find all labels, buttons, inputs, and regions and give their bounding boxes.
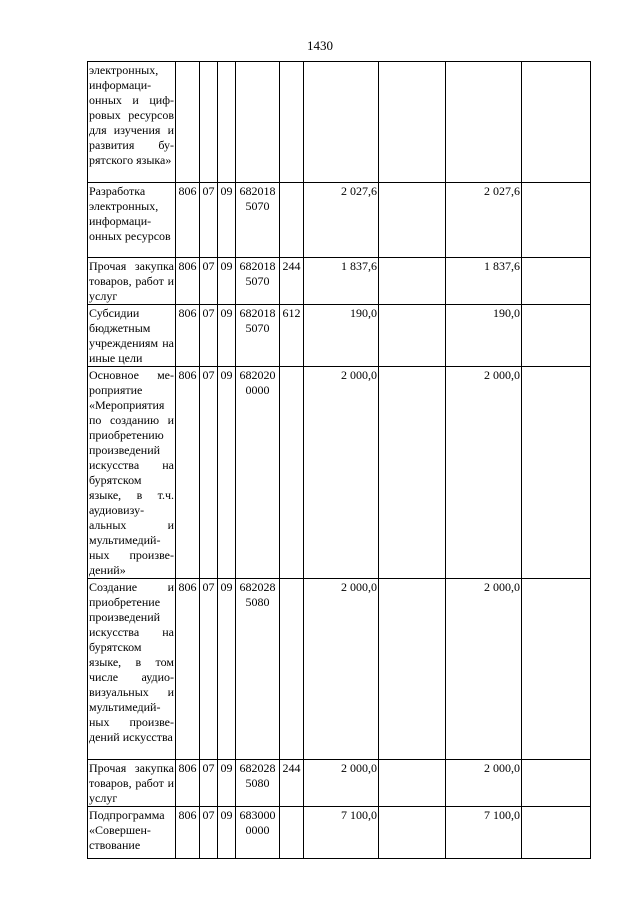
expense-type bbox=[280, 183, 304, 258]
target-code: 682028 5080 bbox=[236, 760, 280, 807]
amount-total: 2 000,0 bbox=[304, 367, 379, 579]
table-row bbox=[88, 579, 591, 760]
ministry-code: 806 bbox=[176, 305, 200, 367]
amount-regional: 2 000,0 bbox=[446, 367, 522, 579]
amount-total: 2 000,0 bbox=[304, 760, 379, 807]
subsection-code: 09 bbox=[218, 807, 236, 859]
expense-type: 612 bbox=[280, 305, 304, 367]
table-row bbox=[88, 62, 591, 183]
amount-total: 1 837,6 bbox=[304, 258, 379, 305]
ministry-code: 806 bbox=[176, 367, 200, 579]
section-code: 07 bbox=[200, 367, 218, 579]
amount-federal bbox=[379, 305, 446, 367]
row-name: Разработка электронных, информационных ресурсов bbox=[88, 183, 176, 258]
amount-federal bbox=[379, 367, 446, 579]
section-code: 07 bbox=[200, 579, 218, 760]
subsection-code bbox=[218, 62, 236, 183]
amount-regional: 2 027,6 bbox=[446, 183, 522, 258]
amount-total: 2 027,6 bbox=[304, 183, 379, 258]
amount-regional: 190,0 bbox=[446, 305, 522, 367]
expense-type bbox=[280, 807, 304, 859]
budget-table bbox=[87, 61, 591, 859]
amount-total: 7 100,0 bbox=[304, 807, 379, 859]
section-code bbox=[200, 62, 218, 183]
table-row bbox=[88, 305, 591, 367]
amount-federal bbox=[379, 258, 446, 305]
ministry-code: 806 bbox=[176, 258, 200, 305]
amount-total: 2 000,0 bbox=[304, 579, 379, 760]
expense-type bbox=[280, 367, 304, 579]
section-code: 07 bbox=[200, 760, 218, 807]
row-name: Прочая закупка товаров, работ и услуг bbox=[89, 761, 174, 805]
subsection-code: 09 bbox=[218, 579, 236, 760]
target-code: 682018 5070 bbox=[236, 258, 280, 305]
subsection-code: 09 bbox=[218, 367, 236, 579]
section-code: 07 bbox=[200, 258, 218, 305]
row-name: Создание и приобретение произведений искусства на бурятском языке, в том числе аудиовизуальных и мультимедийных произведений искусства bbox=[88, 579, 176, 760]
row-name: электронных, информационных и цифровых ресурсов для изучения и развития бурятского языка» bbox=[88, 62, 176, 183]
target-code: 682018 5070 bbox=[236, 183, 280, 258]
row-name: Основное мероприятие «Мероприятия по созданию и приобретению произведений искусства на бурятском языке, в т.ч. аудиовизуальных и мультимедийных произведений» bbox=[89, 368, 174, 577]
amount-total bbox=[304, 62, 379, 183]
amount-federal bbox=[379, 807, 446, 859]
amount-regional: 2 000,0 bbox=[446, 760, 522, 807]
amount-federal bbox=[379, 760, 446, 807]
target-code bbox=[236, 62, 280, 183]
amount-extra bbox=[522, 183, 591, 258]
subsection-code: 09 bbox=[218, 760, 236, 807]
ministry-code: 806 bbox=[176, 807, 200, 859]
section-code: 07 bbox=[200, 305, 218, 367]
amount-regional: 1 837,6 bbox=[446, 258, 522, 305]
row-name: Подпрограмма «Совершенствование bbox=[88, 807, 176, 859]
amount-federal bbox=[379, 62, 446, 183]
amount-regional: 2 000,0 bbox=[446, 579, 522, 760]
row-name: Прочая закупка товаров, работ и услуг bbox=[89, 259, 174, 303]
target-code: 683000 0000 bbox=[236, 807, 280, 859]
ministry-code: 806 bbox=[176, 579, 200, 760]
expense-type: 244 bbox=[280, 760, 304, 807]
page-number: 1430 bbox=[307, 38, 333, 53]
amount-total: 190,0 bbox=[304, 305, 379, 367]
section-code: 07 bbox=[200, 183, 218, 258]
table-row bbox=[88, 760, 591, 807]
ministry-code: 806 bbox=[176, 760, 200, 807]
expense-type bbox=[280, 579, 304, 760]
subsection-code: 09 bbox=[218, 258, 236, 305]
amount-extra bbox=[522, 367, 591, 579]
amount-federal bbox=[379, 579, 446, 760]
amount-regional bbox=[446, 62, 522, 183]
table-row bbox=[88, 258, 591, 305]
subsection-code: 09 bbox=[218, 305, 236, 367]
expense-type: 244 bbox=[280, 258, 304, 305]
amount-extra bbox=[522, 807, 591, 859]
target-code: 682028 5080 bbox=[236, 579, 280, 760]
target-code: 682020 0000 bbox=[236, 367, 280, 579]
row-name: Субсидии бюджетным учреждениям на иные цели bbox=[89, 306, 174, 365]
amount-extra bbox=[522, 579, 591, 760]
amount-federal bbox=[379, 183, 446, 258]
table-row bbox=[88, 807, 591, 859]
expense-type bbox=[280, 62, 304, 183]
section-code: 07 bbox=[200, 807, 218, 859]
amount-extra bbox=[522, 258, 591, 305]
table-row bbox=[88, 367, 591, 579]
ministry-code bbox=[176, 62, 200, 183]
amount-extra bbox=[522, 305, 591, 367]
target-code: 682018 5070 bbox=[236, 305, 280, 367]
table-row bbox=[88, 183, 591, 258]
amount-regional: 7 100,0 bbox=[446, 807, 522, 859]
ministry-code: 806 bbox=[176, 183, 200, 258]
amount-extra bbox=[522, 62, 591, 183]
amount-extra bbox=[522, 760, 591, 807]
subsection-code: 09 bbox=[218, 183, 236, 258]
